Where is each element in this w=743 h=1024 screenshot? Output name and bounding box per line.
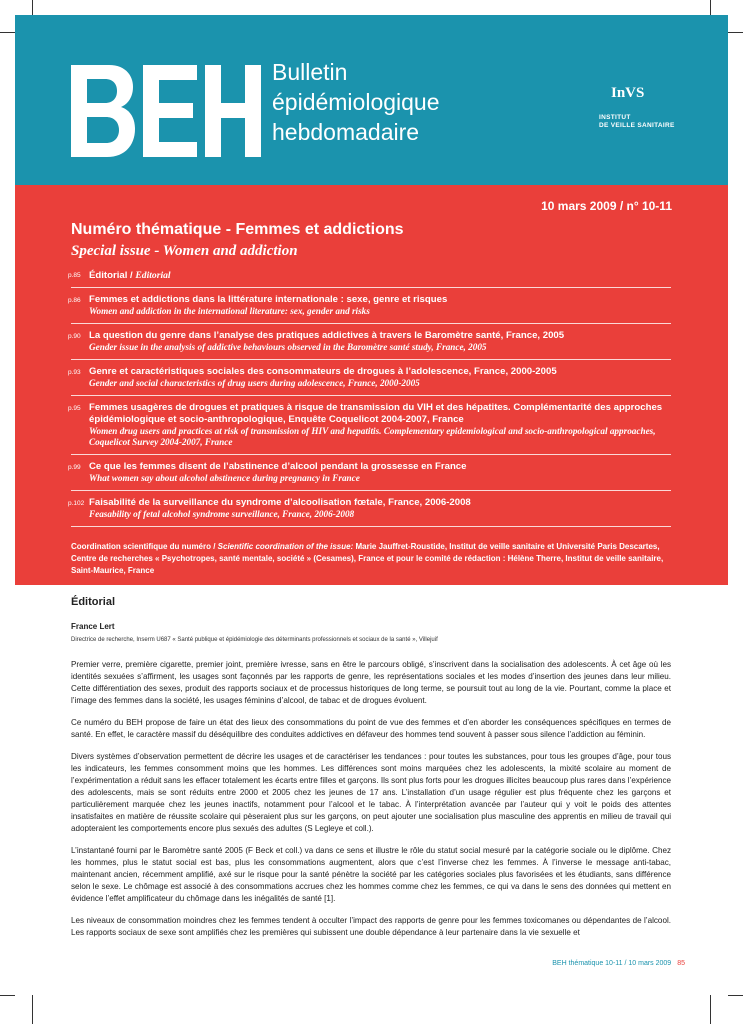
toc-item[interactable] [68, 455, 671, 491]
toc-title-fr: Femmes usagères de drogues et pratiques à risque de transmission du VIH et des hépatites. Complémentarité des approches épidémiologique et socio-anthropologique, Enquête Coquelicot 2004-2007, France [89, 402, 663, 425]
toc-title-en: Gender and social characteristics of drug users during adolescence, France, 2000-2005 [89, 378, 420, 388]
journal-title [272, 57, 440, 147]
journal-title-line: hebdomadaire [272, 119, 420, 145]
page-footer [552, 960, 685, 967]
contents-panel [15, 185, 728, 585]
editorial [71, 596, 671, 939]
crop-mark [0, 995, 15, 996]
toc-title-fr: Genre et caractéristiques sociales des consommateurs de drogues à l’adolescence, France, 2000-2005 [89, 366, 557, 377]
paragraph: Les niveaux de consommation moindres chez les femmes tendent à occulter l’impact des rapports de genre pour les femmes toxicomanes ou dépendantes de l’alcool. Les rapports sociaux de sexe sont amplifiés chez les premières qui subissent une double dépendance à leur partenaire dans la vie sexuelle et [71, 916, 671, 937]
toc-title-fr: Faisabilité de la surveillance du syndrome d’alcoolisation fœtale, France, 2006-2008 [89, 497, 471, 508]
crop-mark [710, 0, 711, 15]
crop-mark [728, 995, 743, 996]
toc-title-en: What women say about alcohol abstinence during pregnancy in France [89, 473, 360, 483]
scientific-coordination: Coordination scientifique du numéro / Scientific coordination of the issue: Marie Jauffret-Roustide, Institut de veille sanitaire et Université Paris Descartes, Centre de recherches « Psychotropes, santé mentale, société » (Cesames), France et pour le comité de rédaction : Hélène Therre, Institut de veille sanitaire, Saint-Maurice, France [71, 542, 664, 575]
toc-title-fr: Éditorial / [89, 270, 136, 281]
issue-title: Numéro thématique - Femmes et addictions [71, 221, 404, 238]
crop-mark [32, 0, 33, 15]
toc-page: p.102 [68, 500, 85, 507]
invs-logo [597, 85, 687, 130]
paragraph: L’instantané fourni par le Baromètre santé 2005 (F Beck et coll.) va dans ce sens et illustre le rôle du statut social mesuré par la catégorie sociale ou le diplôme. Chez les hommes, plus le statut social est bas, plus les consommations augmentent, alors que c’est l’inverse chez les femmes. À l’inverse le message anti-tabac, maintenant ancien, récemment amplifié, axé sur le risque pour la santé pénètre la société par les catégories sociales plus favorisées et les étudiants, sans différence selon le sexe. Le chômage est associé à des consommations accrues chez les hommes comme chez les femmes, ce qui va dans le sens des données qui mettent en évidence l’effet amplificateur du chômage dans les inégalités de santé [1]. [71, 846, 671, 903]
invs-badge: InVS [611, 85, 645, 101]
crop-mark [0, 32, 15, 33]
toc-item[interactable] [68, 396, 671, 455]
toc-page: p.95 [68, 405, 81, 412]
issue-subtitle: Special issue - Women and addiction [71, 243, 298, 259]
toc-title-en: Women and addiction in the international literature: sex, gender and risks [89, 306, 370, 316]
toc-page: p.90 [68, 333, 81, 340]
author-name: France Lert [71, 622, 115, 631]
author-affiliation: Directrice de recherche, Inserm U687 « Santé publique et épidémiologie des déterminants professionnels et sociaux de la santé », Villejuif [71, 637, 438, 643]
toc-title-en: Gender issue in the analysis of addictive behaviours observed in the Baromètre santé study, France, 2005 [89, 342, 487, 352]
masthead [15, 15, 728, 185]
toc-title-fr: La question du genre dans l’analyse des pratiques addictives à travers le Baromètre santé, France, 2005 [89, 330, 565, 341]
editorial-title: Éditorial [71, 596, 116, 608]
invs-name: INSTITUT DE VEILLE SANITAIRE [599, 114, 675, 129]
paragraph: Premier verre, première cigarette, premier joint, première ivresse, sans en être le parcours obligé, s’inscrivent dans la socialisation des adolescents. À cet âge où les identités sexuées s’affirment, les usages sont façonnés par les rapports de genre, les représentations sociales et les modes d’insertion des jeunes dans leur milieu. Cette différentiation des sexes, produit des rapports sociaux et de processus historiques de long terme, se poursuit tout au long de la vie. Pourtant, comme la place et l’image des femmes dans la société, les usages féminins d’alcool, de tabac et de drogues évoluent. [71, 660, 671, 705]
toc-item[interactable] [68, 324, 671, 360]
table-of-contents [68, 265, 671, 527]
journal-title-line: épidémiologique [272, 89, 440, 115]
beh-logo [71, 65, 261, 157]
toc-title-en: Women drug users and practices at risk of transmission of HIV and hepatitis. Complementary epidemiological and socio-anthropological approaches, Coquelicot Survey 2004-2007, France [89, 426, 656, 447]
toc-page: p.85 [68, 272, 81, 279]
page-number: 85 [677, 960, 685, 967]
toc-page: p.86 [68, 297, 81, 304]
toc-item[interactable] [68, 265, 671, 288]
toc-item[interactable] [68, 288, 671, 324]
crop-mark [710, 995, 711, 1024]
toc-title-fr: Ce que les femmes disent de l’abstinence d’alcool pendant la grossesse en France [89, 461, 467, 472]
crop-mark [728, 32, 743, 33]
toc-page: p.93 [68, 369, 81, 376]
crop-mark [32, 995, 33, 1024]
journal-title-line: Bulletin [272, 59, 348, 85]
toc-title-fr: Femmes et addictions dans la littérature internationale : sexe, genre et risques [89, 294, 448, 305]
paragraph: Divers systèmes d’observation permettent de décrire les usages et de caractériser les tendances : pour toutes les substances, pour tous les groupes d’âge, pour tous les indicateurs, les femmes consomment moins que les hommes. Les différences sont moins marquées chez les adolescents, la mixité scolaire au moment de l’expérimentation a réduit sans les effacer totalement les écarts entre filles et garçons. Ils sont plus forts pour les drogues illicites beaucoup plus rares dans l’expérience des adolescents, mais se sont réduits entre 2000 et 2005 chez les jeunes de 17 ans. L’installation d’un usage régulier est plus fréquente chez les garçons et particulièrement marquée chez les jeunes inactifs, notamment pour l’alcool et le tabac. À l’interprétation avancée par l’auteur qui y voit le poids des attentes insatisfaites en matière de réussite scolaire qui pèseraient plus sur les garçons, on peut ajouter une socialisation plus masculine des apprentis en milieu de travail qui adopteraient les comportements encore plus sexués des adultes (S Legleye et coll.). [71, 752, 672, 833]
toc-item[interactable] [68, 360, 671, 396]
toc-item[interactable] [68, 491, 671, 527]
issue-date: 10 mars 2009 / n° 10-11 [541, 199, 672, 213]
toc-page: p.99 [68, 464, 81, 471]
toc-title-en: Editorial [135, 270, 171, 281]
toc-title-en: Feasability of fetal alcohol syndrome surveillance, France, 2006-2008 [89, 509, 355, 519]
footer-text: BEH thématique 10-11 / 10 mars 2009 [552, 960, 672, 967]
paragraph: Ce numéro du BEH propose de faire un état des lieux des consommations du point de vue des femmes et d’en aborder les conséquences spécifiques en termes de santé. En effet, le caractère massif du déséquilibre des conduites addictives en défaveur des hommes tend souvent à passer sous silence l’addiction au féminin. [71, 718, 671, 739]
